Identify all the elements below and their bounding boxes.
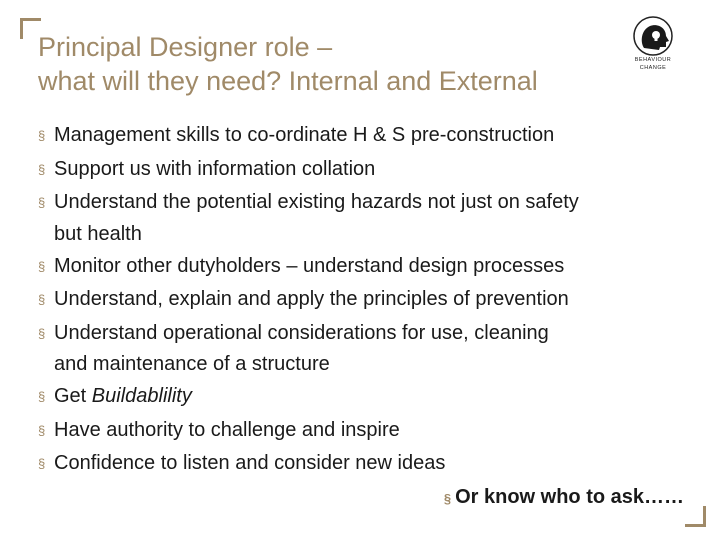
bullet-item	[36, 186, 696, 250]
final-bullet-text: Or know who to ask……	[455, 485, 684, 508]
bullet-item	[36, 153, 696, 187]
bullet-marker-icon: §	[38, 422, 46, 438]
bullet-text-continuation: and maintenance of a structure	[54, 353, 330, 375]
bullet-text: Support us with information collation	[54, 157, 376, 180]
logo-text-line-2: CHANGE	[639, 65, 667, 71]
bullet-marker-icon: §	[38, 161, 46, 177]
bullet-marker-icon: §	[38, 292, 46, 307]
bullet-text-continuation: but health	[54, 222, 142, 245]
bullet-item	[36, 317, 696, 381]
bullet-marker-icon: §	[38, 325, 46, 341]
bullet-text: Understand the potential existing hazards not just on safety	[54, 191, 579, 213]
bullet-item	[36, 119, 696, 153]
bullet-list	[36, 119, 696, 515]
bullet-text: Get	[54, 385, 92, 407]
slide-title	[38, 30, 638, 98]
bullet-text-italic: Buildablility	[91, 385, 192, 407]
title-line-2: what will they need? Internal and External	[38, 66, 538, 96]
bullet-text: Understand, explain and apply the principles of prevention	[54, 288, 569, 310]
bullet-marker-icon: §	[38, 389, 46, 404]
bullet-item	[36, 283, 696, 317]
logo-text-line-1: BEHAVIOUR	[634, 57, 672, 63]
bullet-marker-icon: §	[38, 128, 46, 143]
bullet-item	[36, 447, 696, 481]
bullet-text: Management skills to co-ordinate H & S pre-construction	[54, 124, 555, 146]
head-with-lightbulb-icon	[622, 14, 684, 58]
bullet-marker-icon: §	[443, 490, 452, 506]
behaviour-change-logo	[622, 14, 684, 76]
bullet-item	[36, 380, 696, 414]
bullet-text: Confidence to listen and consider new ideas	[54, 452, 446, 474]
bullet-text: Monitor other dutyholders – understand design processes	[54, 254, 565, 277]
corner-bracket-bottom-right	[684, 505, 706, 527]
title-line-1: Principal Designer role –	[38, 32, 333, 62]
bullet-marker-icon: §	[38, 456, 46, 471]
bullet-text: Understand operational considerations for use, cleaning	[54, 321, 549, 344]
bullet-marker-icon: §	[38, 258, 46, 274]
bullet-item	[36, 414, 696, 448]
bullet-item	[36, 250, 696, 284]
final-bullet-item	[36, 481, 696, 516]
bullet-text: Have authority to challenge and inspire	[54, 418, 400, 441]
bullet-marker-icon: §	[38, 195, 46, 210]
